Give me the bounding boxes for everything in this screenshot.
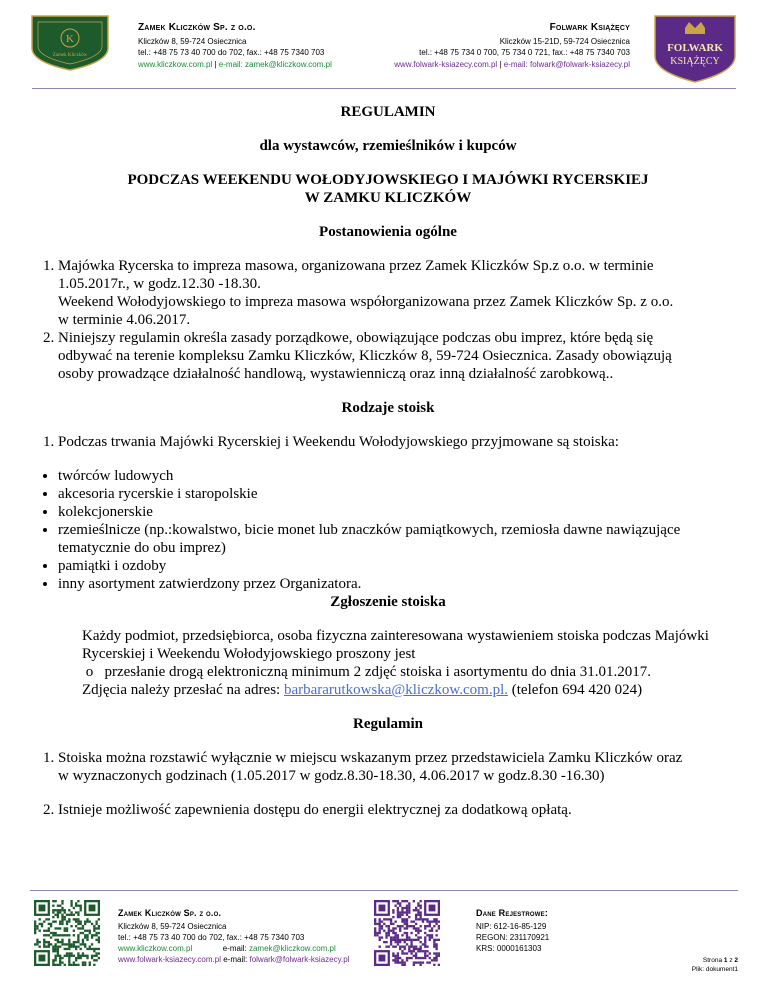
footer-left-address: Kliczków 8, 59-724 Osiecznica <box>118 922 227 931</box>
header-left-phone: tel.: +48 75 73 40 700 do 702, fax.: +48 75 7340 703 <box>138 48 325 57</box>
list-item: • pamiątki i ozdoby <box>58 557 718 575</box>
list-item: • twórców ludowych <box>58 467 718 485</box>
section-heading-registration: Zgłoszenie stoiska <box>330 594 446 610</box>
page-number: Strona 1 z 2 Plik: dokument1 <box>691 957 738 973</box>
svg-text:Zamek Kliczków: Zamek Kliczków <box>52 53 88 58</box>
qr-code-left <box>34 900 100 966</box>
list-item: 1. Podczas trwania Majówki Rycerskiej i Weekendu Wołodyjowskiego przyjmowane są stoiska: <box>58 433 718 451</box>
header-right-contact <box>290 22 630 70</box>
nip-number: NIP: 612-16-85-129 <box>476 922 547 931</box>
header-right-separator: | <box>499 59 502 69</box>
svg-text:FOLWARK: FOLWARK <box>667 42 723 54</box>
footer-email-link[interactable]: zamek@kliczkow.com.pl <box>248 944 336 953</box>
header-left-web-link[interactable]: www.kliczkow.com.pl <box>138 59 213 69</box>
footer-left-phone: tel.: +48 75 73 40 700 do 702, fax.: +48 75 7340 703 <box>118 933 305 942</box>
header-left-separator: | <box>214 59 217 69</box>
list-item: • rzemieślnicze (np.:kowalstwo, bicie monet lub znaczków pamiątkowych, rzemiosła dawne nawiązujące tematycznie do obu imprez) <box>58 521 718 557</box>
header-right-web-link[interactable]: www.folwark-ksiazecy.com.pl <box>394 59 498 69</box>
footer-folwark-email-link[interactable]: folwark@folwark-ksiazecy.pl <box>249 955 350 964</box>
list-item: • inny asortyment zatwierdzony przez Organizatora. <box>58 575 718 593</box>
footer-divider <box>30 890 738 891</box>
event-title-line1: PODCZAS WEEKENDU WOŁODYJOWSKIEGO I MAJÓWKI RYCERSKIEJ <box>127 172 649 188</box>
regon-number: REGON: 231170921 <box>476 933 550 942</box>
header-left-email-label: e-mail: <box>218 59 243 69</box>
contact-email-link[interactable]: barbararutkowska@kliczkow.com.pl. <box>283 682 508 698</box>
registration-paragraph: Każdy podmiot, przedsiębiorca, osoba fizyczna zainteresowana wystawieniem stoiska podczas Majówki Rycerskiej i Weekendu Wołodyjowskiego proszony jest o przesłanie drogą elektroniczną minimum 2 zdjęć stoiska i asortymentu do dnia 31.01.2017. Zdjęcia należy przesłać na adres: barbararutkowska@kliczkow.com.pl. (telefon 694 420 024) <box>82 628 709 698</box>
document-title: REGULAMIN <box>340 104 436 120</box>
footer-web-link[interactable]: www.kliczkow.com.pl <box>118 944 193 953</box>
event-title-line2: W ZAMKU KLICZKÓW <box>304 190 472 206</box>
header-right-email-link[interactable]: folwark@folwark-ksiazecy.pl <box>530 59 630 69</box>
registration-heading: Dane Rejestrowe: <box>476 908 549 918</box>
section-heading-stand-types: Rodzaje stoisk <box>341 400 435 416</box>
list-item: 1. Stoiska można rozstawić wyłącznie w miejscu wskazanym przez przedstawiciela Zamku Kliczków oraz w wyznaczonych godzinach (1.05.2017 w godz.8.30-18.30, 4.06.2017 w godz.8.30 -16.30) <box>58 749 718 785</box>
list-item: 1. Majówka Rycerska to impreza masowa, organizowana przez Zamek Kliczków Sp.z o.o. w terminie 1.05.2017r., w godz.12.30 -18.30. Weekend Wołodyjowskiego to impreza masowa współorganizowana przez Zamek Kliczków Sp. z o.o. w terminie 4.06.2017. <box>58 257 718 329</box>
krs-number: KRS: 0000161303 <box>476 944 542 953</box>
footer-registration-data <box>476 908 549 954</box>
list-item: 2. Istnieje możliwość zapewnienia dostępu do energii elektrycznej za dodatkową opłatą. <box>58 801 718 819</box>
footer-left-company: Zamek Kliczków Sp. z o.o. <box>118 908 222 918</box>
header-right-email-label: e-mail: <box>503 59 528 69</box>
header-left-company: Zamek Kliczków Sp. z o.o. <box>138 22 256 33</box>
section-heading-general: Postanowienia ogólne <box>319 224 457 240</box>
sub-bullet-text: przesłanie drogą elektroniczną minimum 2 zdjęć stoiska i asortymentu do dnia 31.01.2017. <box>104 664 652 680</box>
section-heading-rules: Regulamin <box>352 716 423 732</box>
stand-types-bullets <box>34 467 718 593</box>
file-label: Plik: dokument1 <box>691 966 738 973</box>
zamek-kliczkow-logo <box>30 14 110 72</box>
folwark-ksiazecy-logo <box>651 12 739 84</box>
document-subtitle: dla wystawców, rzemieślników i kupców <box>259 138 517 154</box>
header-left-address: Kliczków 8, 59-724 Osiecznica <box>138 36 247 46</box>
list-item: • kolekcjonerskie <box>58 503 718 521</box>
header-left-email-link[interactable]: zamek@kliczkow.com.pl <box>245 59 332 69</box>
header-right-address: Kliczków 15-21D, 59-724 Osiecznica <box>499 36 630 46</box>
header-right-company: Folwark Książęcy <box>549 22 630 33</box>
qr-code-right <box>374 900 440 966</box>
footer-left-contact: Zamek Kliczków Sp. z o.o. Kliczków 8, 59-724 Osiecznica tel.: +48 75 73 40 700 do 702, fax.: +48 75 7340 703 www.kliczkow.com.pl e-mail: zamek@kliczkow.com.pl www.folwark-ksiazecy.com.pl e-mail: folwark@folwark-ksiazecy.pl <box>118 908 350 964</box>
list-item: • akcesoria rycerskie i staropolskie <box>58 485 718 503</box>
stand-types-intro-list <box>34 433 718 451</box>
svg-text:K: K <box>66 33 74 45</box>
sub-bullet-marker: o <box>85 664 94 680</box>
footer-folwark-web-link[interactable]: www.folwark-ksiazecy.com.pl <box>118 955 221 964</box>
header-right-phone: tel.: +48 75 734 0 700, 75 734 0 721, fax.: +48 75 7340 703 <box>419 48 630 57</box>
header-divider <box>32 88 736 89</box>
general-provisions-list <box>34 257 718 383</box>
list-item: 2. Niniejszy regulamin określa zasady porządkowe, obowiązujące podczas obu imprez, które będą się odbywać na terenie kompleksu Zamku Kliczków, Kliczków 8, 59-724 Osiecznica. Zasady obowiązują osoby prowadzące działalność handlową, wystawienniczą oraz inną działalność zarobkową.. <box>58 329 718 383</box>
document-body <box>58 103 718 819</box>
svg-text:KSIĄŻĘCY: KSIĄŻĘCY <box>670 56 720 67</box>
rules-list <box>34 749 718 819</box>
